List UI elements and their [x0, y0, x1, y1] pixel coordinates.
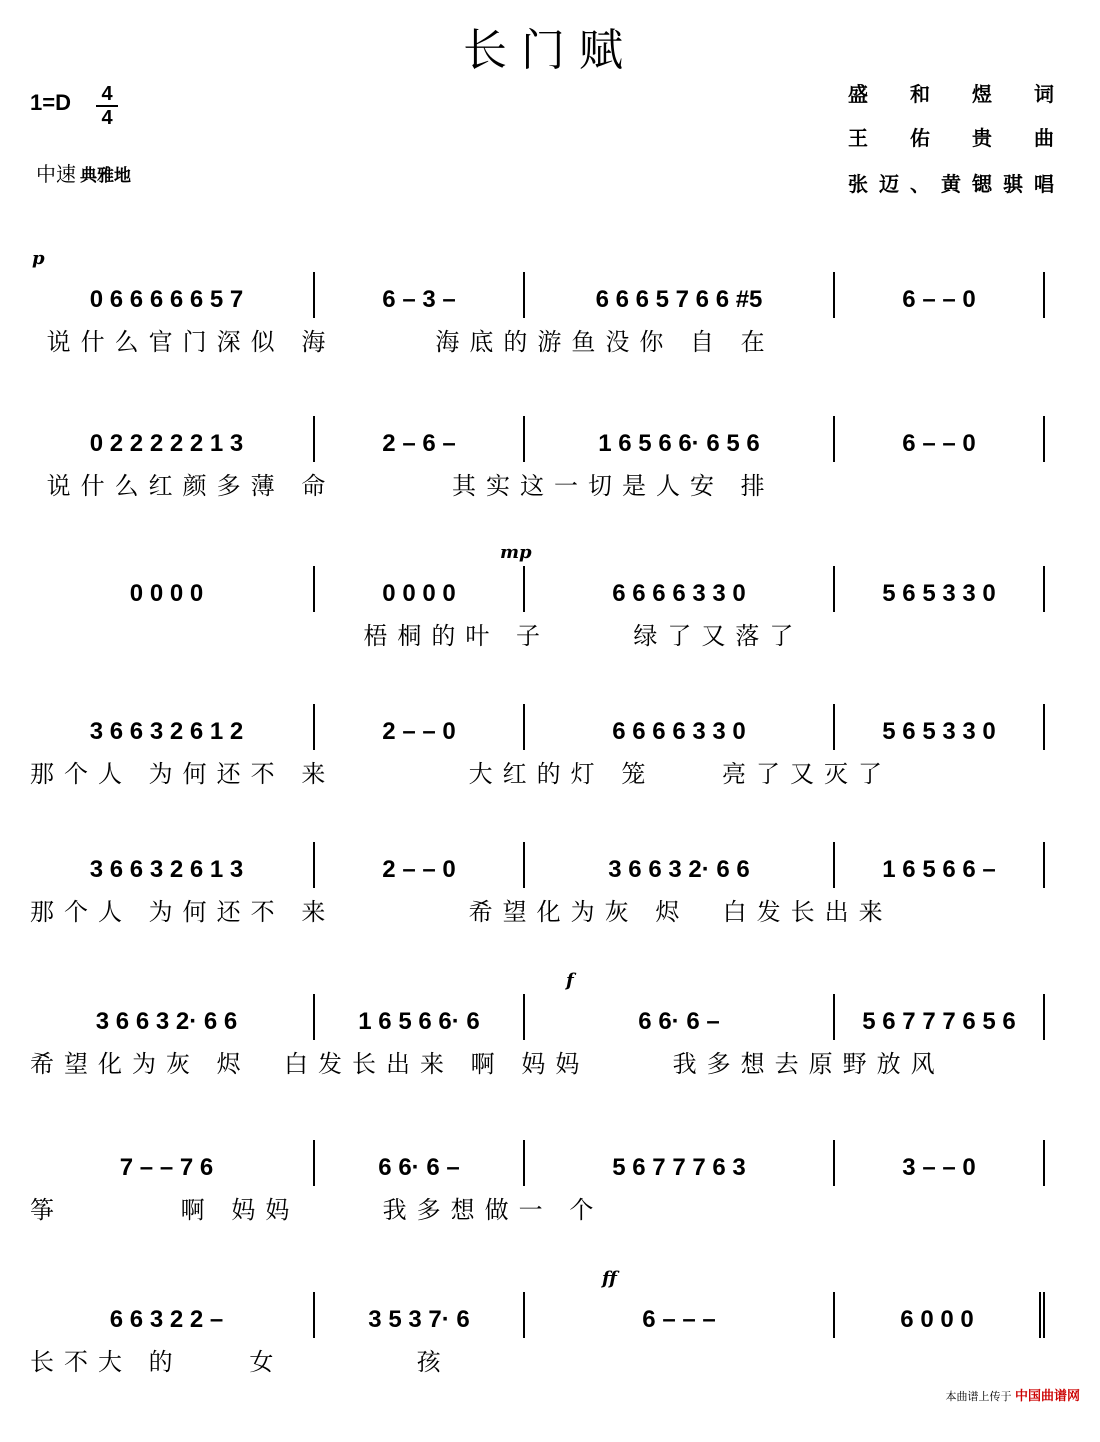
- time-signature: [96, 84, 118, 128]
- score-row: [0, 704, 1100, 854]
- score-row: [0, 1140, 1100, 1290]
- measure-notes: 6 6 3 2 2 –: [109, 1306, 224, 1333]
- measure: [835, 704, 1045, 750]
- measure-notes: 1 6 5 6 6· 6 5 6: [598, 430, 760, 457]
- measure: [835, 842, 1045, 888]
- measure-notes: 1 6 5 6 6· 6: [358, 1008, 480, 1035]
- measure-notes: 0 6 6 6 6 6 5 7: [89, 286, 244, 313]
- measure-notes: 0 2 2 2 2 2 1 3: [89, 430, 244, 457]
- measure-notes: 7 – – 7 6: [119, 1154, 214, 1181]
- measure: [315, 1292, 525, 1338]
- measure: [835, 1292, 1045, 1338]
- lyrics-line: 说什么红颜多薄 命 其实这一切是人安 排: [30, 473, 775, 500]
- measure-notes: 3 6 6 3 2· 6 6: [608, 856, 750, 883]
- notes-line: [30, 566, 1060, 612]
- measure: [30, 1292, 315, 1338]
- measure-notes: 2 – 6 –: [382, 430, 456, 457]
- measure: [315, 566, 525, 612]
- score-row: [0, 542, 1100, 716]
- notes-line: [30, 842, 1060, 888]
- measure-notes: 6 – – 0: [902, 286, 976, 313]
- site-logo: 中国曲谱网: [1014, 1389, 1080, 1404]
- measure: [315, 842, 525, 888]
- key-signature: 1=D: [30, 90, 71, 115]
- notes-line: [30, 1140, 1060, 1186]
- measure-notes: 3 – – 0: [902, 1154, 976, 1181]
- composer-credit: 王佑贵曲: [848, 126, 1054, 150]
- measure-notes: 3 6 6 3 2· 6 6: [95, 1008, 238, 1035]
- measure-notes: 6 – 3 –: [382, 286, 456, 313]
- measure-notes: 5 6 7 7 7 6 3: [612, 1154, 746, 1181]
- notes-line: [30, 272, 1060, 318]
- footer-credit: [945, 1385, 1080, 1404]
- notes-line: [30, 704, 1060, 750]
- score-row: [0, 1268, 1100, 1442]
- singer-credit: 张迈、黄锶骐唱: [848, 172, 1054, 196]
- score-row: [0, 248, 1100, 422]
- notes-line: [30, 416, 1060, 462]
- measure: [835, 1140, 1045, 1186]
- measure-notes: 3 6 6 3 2 6 1 2: [89, 718, 244, 745]
- measure: [525, 842, 835, 888]
- song-title: 长门赋: [463, 25, 637, 76]
- measure-notes: 2 – – 0: [382, 856, 456, 883]
- measure-notes: 6 6 6 6 3 3 0: [612, 580, 746, 607]
- footer-text: 本曲谱上传于: [945, 1390, 1012, 1403]
- measure: [30, 842, 315, 888]
- measure: [525, 416, 835, 462]
- measure: [835, 994, 1045, 1040]
- measure: [30, 566, 315, 612]
- measure: [525, 566, 835, 612]
- measure: [315, 416, 525, 462]
- measure: [315, 704, 525, 750]
- tempo-marking: [36, 158, 131, 187]
- notes-line: [30, 1292, 1060, 1338]
- measure-notes: 5 6 5 3 3 0: [882, 580, 996, 607]
- lyrics-line: 筝 啊 妈妈 我多想做一 个: [30, 1197, 604, 1224]
- measure: [30, 272, 315, 318]
- measure: [315, 1140, 525, 1186]
- score-row: [0, 416, 1100, 566]
- measure: [835, 566, 1045, 612]
- lyricist-credit: 盛和煜词: [848, 82, 1054, 106]
- tempo-expression: 典雅地: [80, 166, 131, 186]
- dynamic-marking: mp: [500, 542, 532, 563]
- lyrics-line: 长不大 的 女 孩: [30, 1349, 451, 1376]
- notes-line: [30, 994, 1060, 1040]
- score-row: [0, 842, 1100, 992]
- measure: [525, 1140, 835, 1186]
- measure-notes: 5 6 5 3 3 0: [882, 718, 996, 745]
- score-row: [0, 970, 1100, 1144]
- measure: [525, 1292, 835, 1338]
- dynamic-marking: ff: [602, 1268, 617, 1289]
- measure-notes: 3 5 3 7· 6: [368, 1306, 470, 1333]
- measure: [525, 272, 835, 318]
- lyrics-line: 那个人 为何还不 来 希望化为灰 烬 白发长出来: [30, 899, 893, 926]
- measure: [30, 416, 315, 462]
- measure: [30, 1140, 315, 1186]
- measure-notes: 6 – – 0: [902, 430, 976, 457]
- time-signature-top: 4: [101, 83, 113, 105]
- measure: [835, 272, 1045, 318]
- measure-notes: 3 6 6 3 2 6 1 3: [89, 856, 244, 883]
- measure: [835, 416, 1045, 462]
- measure: [525, 704, 835, 750]
- lyrics-line: 希望化为灰 烬 白发长出来 啊 妈妈 我多想去原野放风: [30, 1051, 945, 1078]
- measure-notes: 6 6 6 6 3 3 0: [612, 718, 746, 745]
- measure-notes: 6 6· 6 –: [638, 1008, 720, 1035]
- lyrics-line: 梧桐的叶 子 绿了又落了: [30, 623, 804, 650]
- measure-notes: 6 – – –: [642, 1306, 716, 1333]
- measure-notes: 0 0 0 0: [382, 580, 456, 607]
- measure: [525, 994, 835, 1040]
- lyrics-line: 那个人 为何还不 来 大红的灯 笼 亮了又灭了: [30, 761, 893, 788]
- time-signature-bottom: 4: [101, 107, 113, 129]
- measure: [315, 272, 525, 318]
- measure-notes: 5 6 7 7 7 6 5 6: [862, 1008, 1016, 1035]
- measure-notes: 1 6 5 6 6 –: [882, 856, 996, 883]
- measure-notes: 6 6· 6 –: [378, 1154, 460, 1181]
- measure-notes: 6 6 6 5 7 6 6 #5: [595, 286, 763, 313]
- measure: [30, 994, 315, 1040]
- measure: [315, 994, 525, 1040]
- measure-notes: 0 0 0 0: [129, 580, 204, 607]
- measure-notes: 2 – – 0: [382, 718, 456, 745]
- lyrics-line: 说什么官门深似 海 海底的游鱼没你 自 在: [30, 329, 775, 356]
- tempo-speed: 中速: [36, 162, 76, 186]
- measure-notes: 6 0 0 0: [900, 1306, 974, 1333]
- dynamic-marking: f: [566, 970, 574, 991]
- dynamic-marking: p: [32, 248, 45, 269]
- measure: [30, 704, 315, 750]
